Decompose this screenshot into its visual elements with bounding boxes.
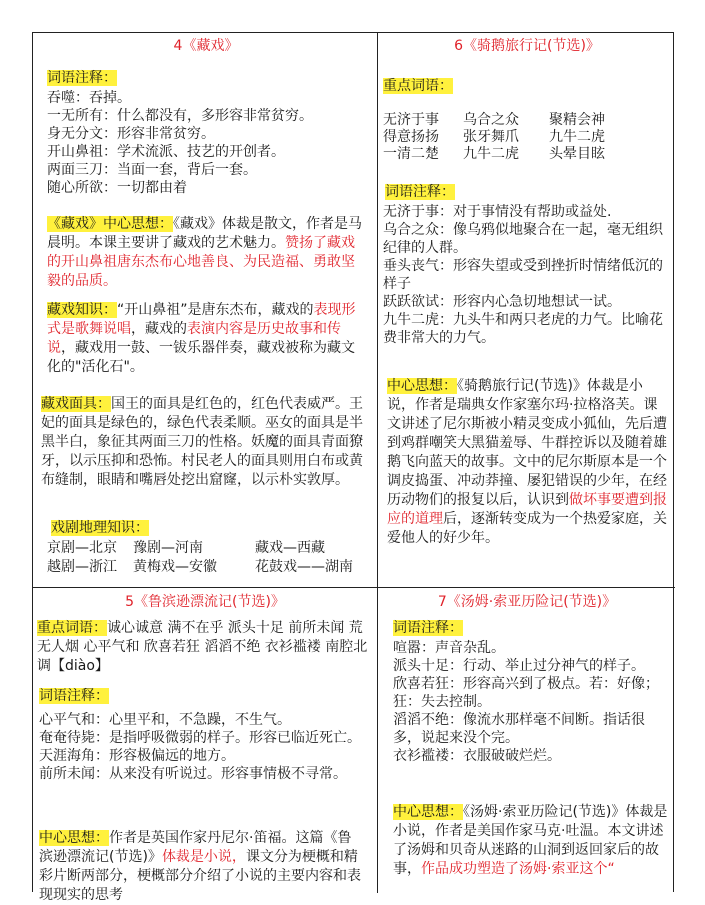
knowledge-highlight: 表现形式是歌舞说唱 <box>47 302 356 337</box>
vocab-item: 随心所欲：一切都由着 <box>47 180 187 196</box>
lesson-4-vocab-list <box>47 89 367 197</box>
geo-item: 京剧—北京 <box>47 540 117 556</box>
key-word: 九牛二虎 <box>463 146 519 162</box>
vocab-item: 两面三刀：当面一套，背后一套。 <box>47 162 257 178</box>
theme-text: 作者是英国作家丹尼尔·笛福。这篇《鲁滨逊漂流记(节选)》 <box>39 830 352 865</box>
theme-highlight: 作品成功塑造了汤姆·索亚这个“ <box>421 861 615 877</box>
vocab-item: 前所未闻：从来没有听说过。形容事情极不寻常。 <box>39 766 347 782</box>
lesson-4-knowledge <box>47 301 367 377</box>
vocab-item: 乌合之众：像乌鸦似地聚合在一起，毫无组织纪律的人群。 <box>383 222 663 256</box>
vocab-item: 吞噬：吞掉。 <box>47 90 131 106</box>
row-divider <box>33 587 675 588</box>
cell-lesson-4 <box>41 37 371 585</box>
lesson-4-masks-label: 藏戏面具： <box>41 396 111 412</box>
lesson-5-title: 5《鲁滨逊漂流记(节选)》 <box>125 594 285 610</box>
lesson-7-theme <box>393 803 669 879</box>
lesson-4-geo-table <box>47 539 373 577</box>
knowledge-highlight: 表演内容是历史故事和传说 <box>47 321 341 356</box>
theme-text: 《骑鹅旅行记(节选)》体裁是小说，作者是瑞典女作家塞尔玛·拉格洛芙。课文讲述了尼尔斯被小精灵变成小狐仙，先后遭到鸡群嘲笑大黑猫羞辱、牛群控诉以及随着雄鹅飞向蓝天的故事。文中的尼尔斯原本是一个调皮捣蛋、冲动莽撞、屡犯错误的少年，在经历动物们的报复以后，认识到 <box>387 378 667 508</box>
lesson-4-title: 4《藏戏》 <box>173 38 239 54</box>
lesson-7-vocab-label: 词语注释： <box>393 620 463 636</box>
lesson-5-key-words <box>37 619 373 676</box>
geo-item: 豫剧—河南 <box>133 540 203 556</box>
key-word: 头晕目眩 <box>549 146 605 162</box>
lesson-6-vocab-label: 词语注释： <box>385 184 455 200</box>
knowledge-text: ，藏戏用一鼓、一钹乐器伴奏，藏戏被称为藏文化的"活化石"。 <box>47 340 355 375</box>
lesson-5-vocab-label: 词语注释： <box>39 688 109 704</box>
key-word: 一清二楚 <box>383 146 439 162</box>
vocab-item: 派头十足：行动、举止过分神气的样子。 <box>393 658 645 674</box>
lesson-6-key-label: 重点词语： <box>383 78 453 94</box>
theme-text: 《汤姆·索亚历险记(节选)》体裁是小说，作者是美国作家马克·吐温。本文讲述了汤姆和贝奇从迷路的山洞到返回家后的故事， <box>393 804 668 877</box>
lesson-4-theme <box>47 215 367 291</box>
key-word: 无济于事 <box>383 112 439 128</box>
lesson-5-theme-label: 中心思想： <box>39 830 109 846</box>
key-word: 聚精会神 <box>549 112 605 128</box>
vocab-item: 无济于事：对于事情没有帮助或益处. <box>383 204 612 220</box>
lesson-5-vocab-list <box>39 711 365 783</box>
theme-text: 后，逐渐转变成为一个热爱家庭，关爱他人的好少年。 <box>387 511 667 546</box>
geo-item: 黄梅戏—安徽 <box>133 559 217 575</box>
lesson-7-theme-label: 中心思想： <box>393 804 463 820</box>
vocab-item: 滔滔不绝：像流水那样毫不间断。指话很多，说起来没个完。 <box>393 712 645 746</box>
vocab-item: 欣喜若狂：形容高兴到了极点。若：好像；狂：失去控制。 <box>393 676 659 710</box>
cell-lesson-5 <box>37 593 373 903</box>
geo-item: 花鼓戏——湖南 <box>255 559 353 575</box>
vocab-item: 喧嚣：声音杂乱。 <box>393 640 505 656</box>
theme-highlight: 做坏事要遭到报应的道理 <box>387 492 667 527</box>
cell-lesson-6 <box>383 37 671 585</box>
knowledge-text: “开山鼻祖”是唐东杰布，藏戏的 <box>117 302 314 318</box>
lesson-6-theme <box>387 377 669 548</box>
lesson-7-title: 7《汤姆·索亚历险记(节选)》 <box>437 594 617 610</box>
lesson-5-theme <box>39 829 365 905</box>
vocab-item: 开山鼻祖：学术流派、技艺的开创者。 <box>47 144 285 160</box>
vocab-item: 跃跃欲试：形容内心急切地想试一试。 <box>383 294 621 310</box>
vocab-item: 垂头丧气：形容失望或受到挫折时情绪低沉的样子 <box>383 258 663 292</box>
lesson-4-theme-highlight: 赞扬了藏戏的开山鼻祖唐东杰布心地善良、为民造福、勇敢坚毅的品质。 <box>47 235 355 289</box>
lesson-4-masks-text: 国王的面具是红色的，红色代表威严。王妃的面具是绿色的，绿色代表柔顺。巫女的面具是半黑半白，象征其两面三刀的性格。妖魔的面具青面獠牙，以示压抑和恐怖。村民老人的面具则用白布或黄布缝制，眼睛和嘴唇处挖出窟窿，以示朴实敦厚。 <box>41 396 363 488</box>
key-words-text: 诚心诚意 满不在乎 派头十足 前所未闻 荒无人烟 心平气和 欣喜若狂 滔滔不绝 衣衫褴褛 南腔北调【diào】 <box>37 620 368 674</box>
vocab-item: 衣衫褴褛：衣服破破烂烂。 <box>393 748 561 764</box>
theme-text: 课文分为梗概和精彩片断两部分，梗概部分介绍了小说的主要内容和表现现实的思考 <box>39 849 361 903</box>
lesson-6-key-words <box>383 111 671 162</box>
lesson-4-vocab-label: 词语注释： <box>47 70 117 86</box>
lesson-6-theme-label: 中心思想： <box>387 378 457 394</box>
cell-lesson-7 <box>383 593 671 893</box>
knowledge-text: ，藏戏的 <box>131 321 187 337</box>
lesson-6-vocab-list <box>383 203 667 347</box>
vocab-item: 身无分文：形容非常贫穷。 <box>47 126 215 142</box>
vocab-item: 一无所有：什么都没有，多形容非常贫穷。 <box>47 108 313 124</box>
lesson-6-title: 6《骑鹅旅行记(节选)》 <box>454 38 600 54</box>
study-notes-sheet <box>32 32 674 903</box>
vocab-item: 奄奄待毙：是指呼吸微弱的样子。形容已临近死亡。 <box>39 730 361 746</box>
lesson-5-key-label: 重点词语： <box>37 620 107 636</box>
key-word: 乌合之众 <box>463 112 519 128</box>
column-divider <box>377 33 378 893</box>
geo-item: 藏戏—西藏 <box>255 540 325 556</box>
lesson-4-theme-text: 《藏戏》体裁是散文，作者是马晨明。本课主要讲了藏戏的艺术魅力。 <box>47 216 362 251</box>
key-word: 得意扬扬 <box>383 129 439 145</box>
vocab-item: 天涯海角：形容极偏远的地方。 <box>39 748 235 764</box>
lesson-7-vocab-list <box>393 639 669 765</box>
lesson-4-geo-label: 戏剧地理知识： <box>51 520 149 536</box>
key-word: 张牙舞爪 <box>463 129 519 145</box>
lesson-4-masks <box>41 395 371 490</box>
lesson-4-theme-label: 《藏戏》中心思想： <box>47 216 173 232</box>
geo-item: 越剧—浙江 <box>47 559 117 575</box>
key-word: 九牛二虎 <box>549 129 605 145</box>
theme-highlight: 体裁是小说， <box>161 849 246 865</box>
vocab-item: 心平气和：心里平和，不急躁，不生气。 <box>39 712 291 728</box>
lesson-4-knowledge-label: 藏戏知识： <box>47 302 117 318</box>
vocab-item: 九牛二虎：九头牛和两只老虎的力气。比喻花费非常大的力气。 <box>383 312 663 346</box>
